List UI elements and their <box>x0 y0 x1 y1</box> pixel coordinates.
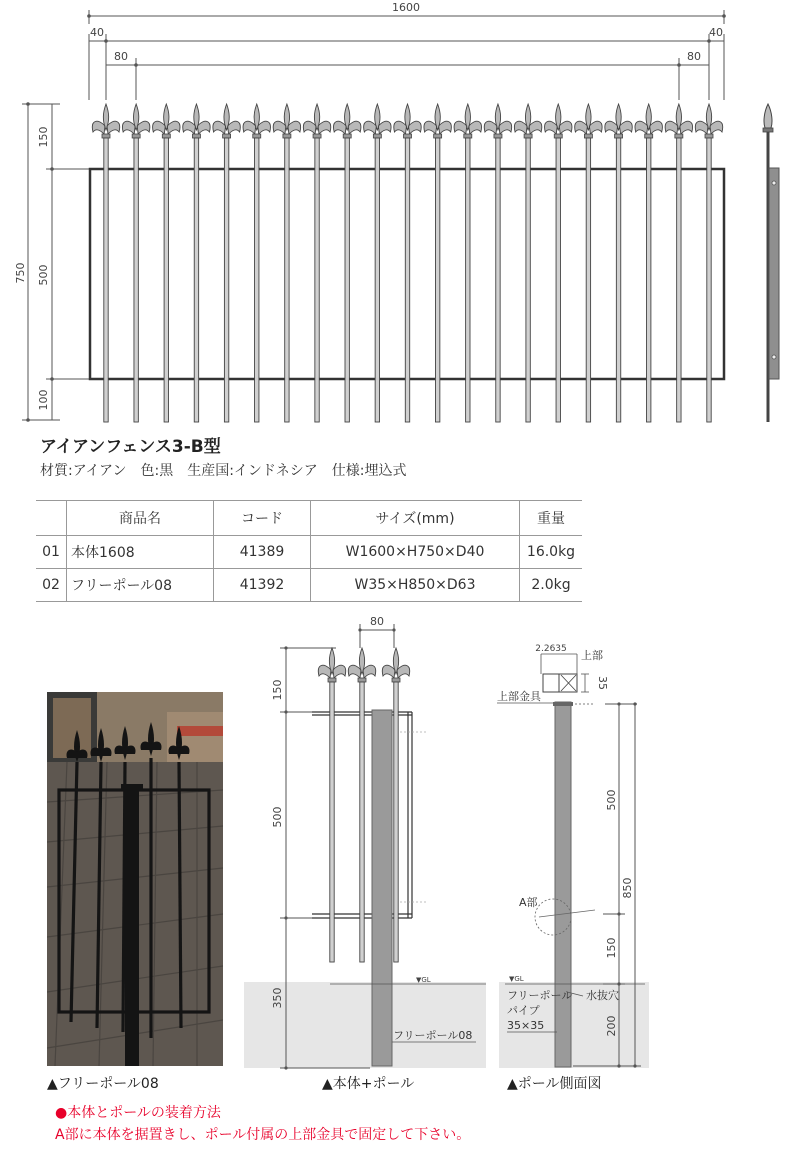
fence-elevation-drawing <box>0 0 800 430</box>
table-header-weight: 重量 <box>520 501 583 536</box>
dim-total-width: 1600 <box>392 1 420 14</box>
side-label-pipe-1: フリーポール <box>507 989 573 1002</box>
top-bracket <box>543 674 577 692</box>
dim-pitch-right: 80 <box>687 50 701 63</box>
fence-picket <box>665 104 692 422</box>
fence-picket <box>334 104 361 422</box>
dim-pitch-left: 80 <box>114 50 128 63</box>
note-heading: ●本体とポールの装着方法 <box>55 1105 221 1121</box>
fence-picket <box>545 104 572 422</box>
product-specs: 材質:アイアン 色:黒 生産国:インドネシア 仕様:埋込式 <box>40 463 407 479</box>
side-label-bracket: 上部金具 <box>497 690 541 703</box>
fence-pickets <box>92 104 722 422</box>
row-weight: 2.0kg <box>520 569 583 602</box>
dim-bottom: 100 <box>37 389 50 411</box>
note-body: A部に本体を据置きし、ポール付属の上部金具で固定して下さい。 <box>55 1127 471 1143</box>
row-code: 41392 <box>214 569 311 602</box>
side-pole <box>555 702 571 1067</box>
side-dim-bracket: 35 <box>596 676 609 690</box>
side-label-drain: 水抜穴 <box>586 989 619 1002</box>
fence-picket <box>213 104 240 422</box>
dim-mid: 500 <box>37 264 50 286</box>
side-gl-mark: ▼GL <box>509 975 524 983</box>
fence-picket <box>695 104 722 422</box>
spec-table <box>36 500 582 602</box>
row-no: 02 <box>36 569 67 602</box>
side-dim-200: 200 <box>605 1015 618 1037</box>
fence-side-profile <box>763 104 779 422</box>
mid-dim-top: 150 <box>271 679 284 701</box>
height-dimension-lines <box>22 102 90 422</box>
table-row <box>36 569 582 602</box>
fence-picket <box>183 104 210 422</box>
row-weight: 16.0kg <box>520 536 583 569</box>
side-dim-500: 500 <box>605 789 618 811</box>
caption-assembly: ▲本体+ポール <box>322 1076 415 1092</box>
fence-picket <box>318 648 345 962</box>
row-name: 本体1608 <box>67 536 214 569</box>
product-photo <box>47 692 223 1066</box>
side-label-a: A部 <box>519 896 538 909</box>
mid-pickets <box>318 648 409 962</box>
mid-gl-mark: ▼GL <box>416 976 431 984</box>
fence-picket <box>605 104 632 422</box>
table-header-name: 商品名 <box>67 501 214 536</box>
caption-photo: ▲フリーポール08 <box>47 1076 159 1092</box>
row-size: W1600×H750×D40 <box>311 536 520 569</box>
fence-picket <box>303 104 330 422</box>
fence-picket <box>123 104 150 422</box>
fence-picket <box>575 104 602 422</box>
dim-edge-left: 40 <box>90 26 104 39</box>
width-dimension-lines <box>87 10 726 100</box>
fence-picket <box>243 104 270 422</box>
dim-edge-right: 40 <box>709 26 723 39</box>
table-header-size: サイズ(mm) <box>311 501 520 536</box>
fence-picket <box>454 104 481 422</box>
fence-picket <box>92 104 119 422</box>
fence-picket <box>424 104 451 422</box>
fence-picket <box>514 104 541 422</box>
row-no: 01 <box>36 536 67 569</box>
mid-dim-mid: 500 <box>271 806 284 828</box>
table-row <box>36 536 582 569</box>
side-dim-150: 150 <box>605 937 618 959</box>
body-pole-drawing <box>240 612 488 1082</box>
fence-picket <box>635 104 662 422</box>
row-size: W35×H850×D63 <box>311 569 520 602</box>
pole <box>372 710 392 1066</box>
row-name: フリーポール08 <box>67 569 214 602</box>
caption-side: ▲ポール側面図 <box>507 1076 602 1092</box>
fence-picket <box>394 104 421 422</box>
side-label-top: 上部 <box>581 649 603 662</box>
dim-top: 150 <box>37 126 50 148</box>
pole-side-drawing <box>495 640 655 1072</box>
mid-dim-underground: 350 <box>271 987 284 1009</box>
fence-picket <box>484 104 511 422</box>
row-code: 41389 <box>214 536 311 569</box>
table-header-row <box>36 501 582 536</box>
table-header-code: コード <box>214 501 311 536</box>
mid-dim-pitch: 80 <box>370 615 384 628</box>
side-label-pipe-2: パイプ <box>507 1004 540 1017</box>
fence-picket <box>364 104 391 422</box>
side-label-pipe-3: 35×35 <box>507 1019 545 1032</box>
side-dim-850: 850 <box>621 877 634 899</box>
mid-pole-label: フリーポール08 <box>393 1029 473 1042</box>
table-header-no <box>36 501 67 536</box>
dim-total-height: 750 <box>14 262 27 284</box>
side-dim-detail: 2.2635 <box>535 644 567 654</box>
fence-picket <box>273 104 300 422</box>
fence-picket <box>153 104 180 422</box>
product-title: アイアンフェンス3-B型 <box>40 437 221 457</box>
